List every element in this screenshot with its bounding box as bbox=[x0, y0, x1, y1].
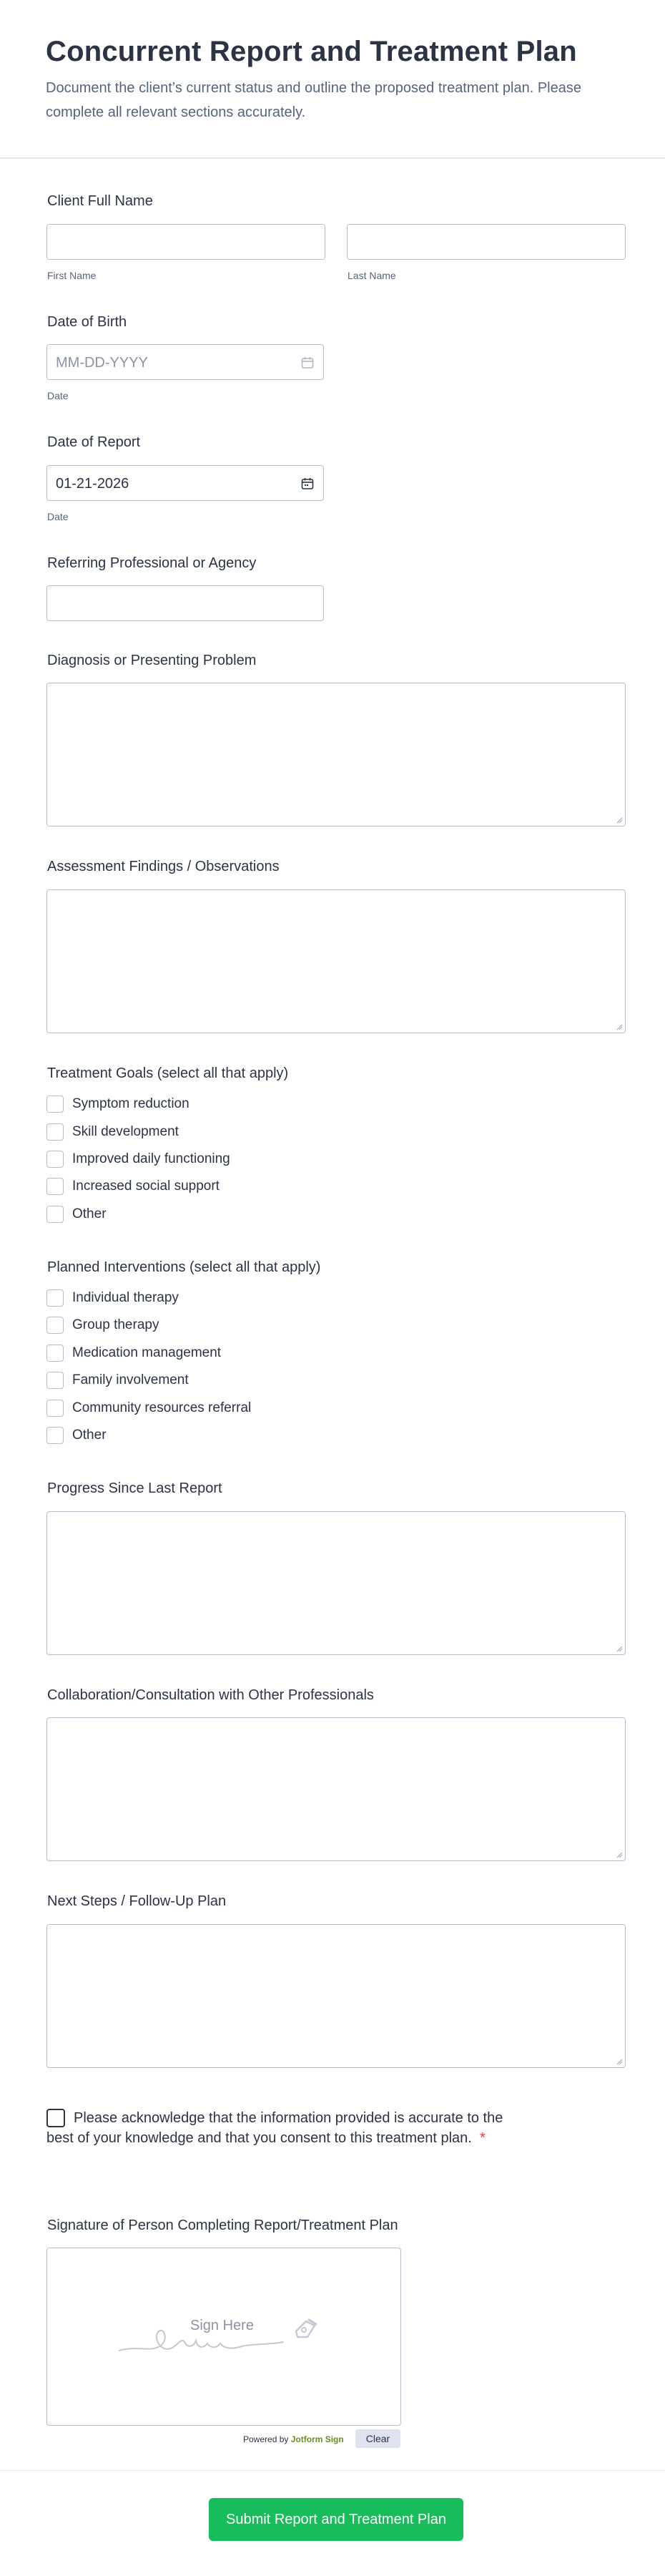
checkbox[interactable] bbox=[46, 1400, 64, 1417]
consent-checkbox[interactable] bbox=[46, 2109, 65, 2127]
collaboration-textarea[interactable] bbox=[46, 1717, 626, 1861]
checkbox[interactable] bbox=[46, 1123, 64, 1141]
sign-here-placeholder: Sign Here bbox=[190, 2318, 254, 2333]
pen-nib-icon bbox=[290, 2316, 319, 2341]
intervention-option[interactable]: Medication management bbox=[46, 1345, 221, 1362]
checkbox[interactable] bbox=[46, 1345, 64, 1362]
first-name-sublabel: First Name bbox=[47, 270, 97, 281]
intervention-option[interactable]: Group therapy bbox=[46, 1317, 159, 1334]
progress-label: Progress Since Last Report bbox=[47, 1480, 222, 1496]
date-of-report-value: 01-21-2026 bbox=[56, 476, 129, 492]
checkbox[interactable] bbox=[46, 1178, 64, 1195]
resize-grip-icon[interactable] bbox=[616, 1023, 623, 1030]
referring-label: Referring Professional or Agency bbox=[47, 555, 257, 571]
diagnosis-label: Diagnosis or Presenting Problem bbox=[47, 653, 257, 668]
resize-grip-icon[interactable] bbox=[616, 816, 623, 824]
intervention-option[interactable]: Community resources referral bbox=[46, 1400, 251, 1417]
checkbox[interactable] bbox=[46, 1317, 64, 1334]
goal-option[interactable]: Improved daily functioning bbox=[46, 1151, 230, 1168]
required-asterisk: * bbox=[479, 2130, 486, 2146]
checkbox[interactable] bbox=[46, 1427, 64, 1444]
signature-label: Signature of Person Completing Report/Treatment Plan bbox=[47, 2218, 398, 2233]
consent-text-line2: best of your knowledge and that you consent to this treatment plan. * bbox=[46, 2130, 486, 2146]
referring-input[interactable] bbox=[46, 585, 324, 621]
checkbox[interactable] bbox=[46, 1289, 64, 1307]
footer-divider bbox=[0, 2470, 665, 2471]
goal-option[interactable]: Skill development bbox=[46, 1123, 179, 1141]
dob-sublabel: Date bbox=[47, 390, 69, 401]
checkbox[interactable] bbox=[46, 1372, 64, 1389]
intervention-option[interactable]: Family involvement bbox=[46, 1372, 189, 1389]
calendar-icon[interactable] bbox=[300, 477, 315, 491]
dob-label: Date of Birth bbox=[47, 314, 127, 330]
assessment-textarea[interactable] bbox=[46, 889, 626, 1033]
form-subtitle: Document the client’s current status and outline the proposed treatment plan. Please complete all relevant sections accurately. bbox=[46, 80, 581, 120]
collaboration-label: Collaboration/Consultation with Other Professionals bbox=[47, 1687, 374, 1703]
jotform-sign-brand: Jotform Sign bbox=[290, 2434, 344, 2444]
date-of-report-sublabel: Date bbox=[47, 511, 69, 522]
progress-textarea[interactable] bbox=[46, 1511, 626, 1655]
date-of-report-label: Date of Report bbox=[47, 434, 141, 450]
next-steps-textarea[interactable] bbox=[46, 1924, 626, 2068]
last-name-sublabel: Last Name bbox=[348, 270, 396, 281]
dob-placeholder: MM-DD-YYYY bbox=[56, 355, 148, 371]
client-name-label: Client Full Name bbox=[47, 193, 153, 209]
powered-by-text: Powered by Jotform Sign bbox=[243, 2434, 344, 2444]
consent-text-line1: Please acknowledge that the information provided is accurate to the bbox=[74, 2110, 503, 2126]
form-header bbox=[0, 0, 665, 159]
form-title: Concurrent Report and Treatment Plan bbox=[46, 36, 577, 67]
checkbox[interactable] bbox=[46, 1206, 64, 1223]
intervention-option[interactable]: Other bbox=[46, 1427, 107, 1444]
date-of-report-input[interactable] bbox=[46, 465, 324, 501]
resize-grip-icon[interactable] bbox=[616, 1645, 623, 1652]
goal-option[interactable]: Increased social support bbox=[46, 1178, 220, 1195]
signature-pad[interactable] bbox=[46, 2248, 401, 2426]
next-steps-label: Next Steps / Follow-Up Plan bbox=[47, 1893, 227, 1909]
calendar-icon[interactable] bbox=[300, 356, 315, 370]
dob-input[interactable] bbox=[46, 344, 324, 380]
assessment-label: Assessment Findings / Observations bbox=[47, 859, 280, 874]
last-name-input[interactable] bbox=[347, 224, 626, 260]
goal-option[interactable]: Other bbox=[46, 1206, 107, 1223]
checkbox[interactable] bbox=[46, 1096, 64, 1113]
resize-grip-icon[interactable] bbox=[616, 2058, 623, 2065]
submit-button[interactable]: Submit Report and Treatment Plan bbox=[209, 2498, 463, 2541]
goal-option[interactable]: Symptom reduction bbox=[46, 1096, 189, 1113]
treatment-goals-label: Treatment Goals (select all that apply) bbox=[47, 1065, 289, 1081]
clear-signature-button[interactable]: Clear bbox=[355, 2429, 400, 2448]
intervention-option[interactable]: Individual therapy bbox=[46, 1289, 179, 1307]
interventions-label: Planned Interventions (select all that apply) bbox=[47, 1259, 321, 1275]
diagnosis-textarea[interactable] bbox=[46, 683, 626, 826]
first-name-input[interactable] bbox=[46, 224, 325, 260]
checkbox[interactable] bbox=[46, 1151, 64, 1168]
resize-grip-icon[interactable] bbox=[616, 1851, 623, 1858]
